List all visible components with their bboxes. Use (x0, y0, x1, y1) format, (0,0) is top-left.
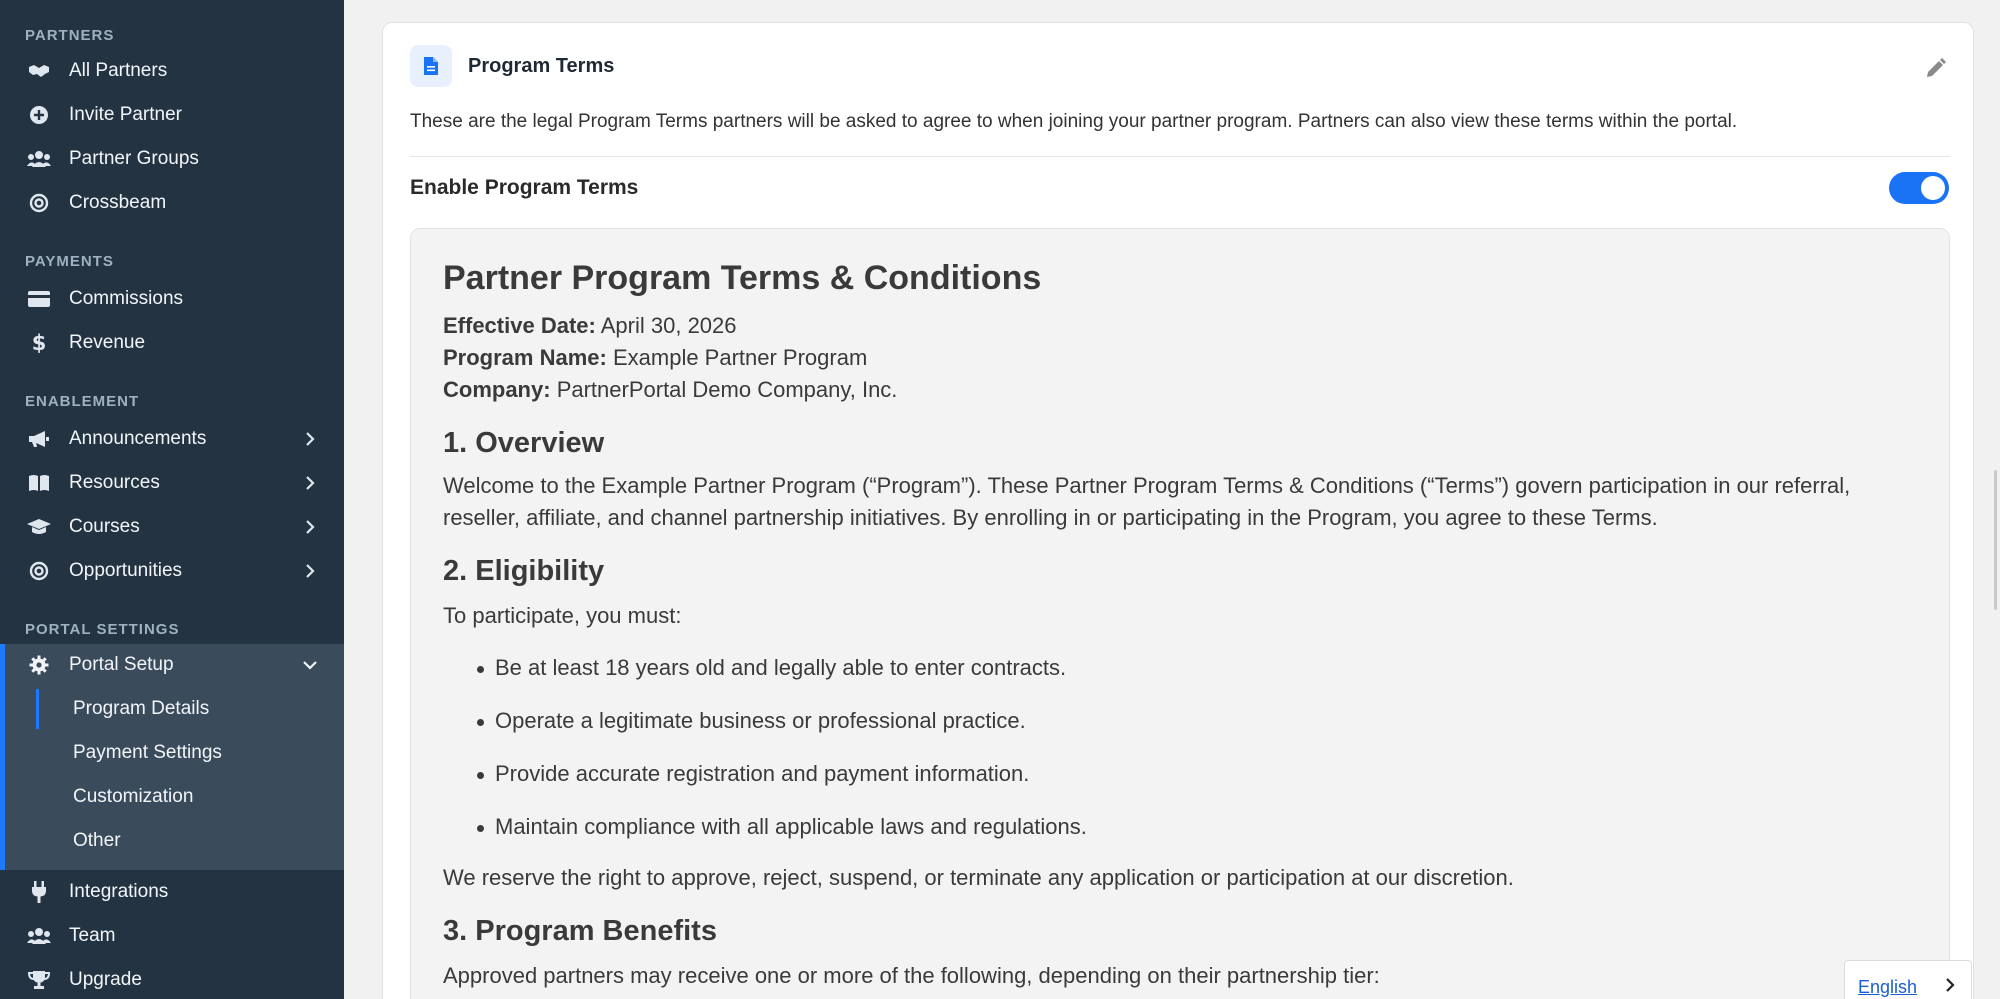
sidebar-item-label: Integrations (69, 881, 169, 902)
sidebar-item-invite-partner[interactable] (0, 93, 344, 137)
sidebar-item-courses[interactable] (0, 505, 344, 549)
active-indicator (36, 689, 39, 729)
section-heading: 3. Program Benefits (443, 915, 717, 947)
sidebar-subitem-label: Payment Settings (73, 742, 222, 763)
divider (410, 156, 1950, 157)
language-selector[interactable] (1844, 960, 1972, 999)
dollar-icon: $ (31, 331, 47, 355)
sidebar-subitem-other[interactable] (0, 819, 344, 863)
sidebar-item-label: Opportunities (69, 560, 183, 581)
sidebar-item-label: Commissions (69, 288, 184, 309)
sidebar-item-team[interactable] (0, 914, 344, 958)
section-title-partners: PARTNERS (25, 27, 115, 44)
handshake-icon (27, 59, 51, 83)
section-heading: 1. Overview (443, 427, 605, 459)
meta-value: PartnerPortal Demo Company, Inc. (556, 377, 898, 402)
meta-value: April 30, 2026 (600, 313, 737, 338)
chevron-down-icon (302, 657, 318, 673)
edit-button[interactable] (1923, 55, 1949, 81)
card-title: Program Terms (468, 55, 615, 77)
sidebar (0, 0, 344, 999)
sidebar-item-label: Courses (69, 516, 140, 537)
sidebar-item-label: Crossbeam (69, 192, 167, 213)
users-icon (27, 924, 51, 948)
trophy-icon (27, 968, 51, 992)
list-item: Be at least 18 years old and legally able to enter contracts. (495, 655, 1067, 680)
plug-icon (27, 880, 51, 904)
terms-effective-date (443, 313, 737, 339)
plus-circle-icon (27, 103, 51, 127)
sidebar-item-resources[interactable] (0, 461, 344, 505)
sidebar-item-label: Partner Groups (69, 148, 199, 169)
enable-program-terms-toggle[interactable] (1889, 172, 1949, 204)
meta-label: Program Name: (443, 345, 607, 370)
sidebar-subitem-label: Program Details (73, 698, 210, 719)
sidebar-item-crossbeam[interactable] (0, 181, 344, 225)
sidebar-item-announcements[interactable] (0, 417, 344, 461)
terms-title: Partner Program Terms & Conditions (443, 259, 1042, 297)
section-title-payments: PAYMENTS (25, 253, 114, 270)
chevron-right-icon (302, 519, 318, 535)
sidebar-item-integrations[interactable] (0, 870, 344, 914)
meta-value: Example Partner Program (612, 345, 868, 370)
scrollbar[interactable] (1994, 470, 1997, 610)
chevron-right-icon (302, 431, 318, 447)
sidebar-item-label: All Partners (69, 60, 168, 81)
terms-program-name (443, 345, 867, 371)
chevron-right-icon (302, 475, 318, 491)
terms-preview (410, 228, 1950, 999)
program-terms-card (382, 22, 1974, 999)
card-description: These are the legal Program Terms partners will be asked to agree to when joining your partner program. Partners can also view these terms within the portal. (410, 111, 1738, 132)
credit-card-icon (27, 287, 51, 311)
sidebar-item-upgrade[interactable] (0, 958, 344, 999)
section-heading: 2. Eligibility (443, 555, 605, 587)
section-paragraph: Approved partners may receive one or more of the following, depending on their partnership tier: (443, 963, 1380, 988)
megaphone-icon (27, 427, 51, 451)
sidebar-item-revenue[interactable] (0, 321, 344, 365)
target-icon (27, 191, 51, 215)
document-icon (410, 45, 452, 87)
sidebar-subitem-payment-settings[interactable] (0, 731, 344, 775)
graduation-cap-icon (27, 515, 51, 539)
sidebar-subitem-customization[interactable] (0, 775, 344, 819)
sidebar-item-label: Team (69, 925, 116, 946)
pencil-icon (1925, 57, 1947, 79)
sidebar-item-partner-groups[interactable] (0, 137, 344, 181)
sidebar-item-label: Invite Partner (69, 104, 182, 125)
section-title-enablement: ENABLEMENT (25, 393, 140, 410)
sidebar-subitem-label: Customization (73, 786, 194, 807)
section-paragraph: To participate, you must: (443, 603, 682, 628)
meta-label: Company: (443, 377, 551, 402)
sidebar-item-label: Resources (69, 472, 160, 493)
meta-label: Effective Date: (443, 313, 596, 338)
enable-program-terms-label: Enable Program Terms (410, 176, 639, 199)
sidebar-item-all-partners[interactable] (0, 49, 344, 93)
sidebar-item-commissions[interactable] (0, 277, 344, 321)
chevron-right-icon (1943, 978, 1957, 992)
terms-company (443, 377, 897, 403)
sidebar-item-opportunities[interactable] (0, 549, 344, 593)
section-paragraph: Welcome to the Example Partner Program (“Program”). These Partner Program Terms & Conditions (“Terms”) govern participation in our referral, reseller, affiliate, and channel partnership initiatives. By enrolling in or participating in the Program, you agree to these Terms. (443, 473, 1851, 530)
users-icon (27, 147, 51, 171)
sidebar-subitem-program-details[interactable] (0, 687, 344, 731)
section-title-portal-settings: PORTAL SETTINGS (25, 621, 180, 638)
list-item: Maintain compliance with all applicable laws and regulations. (495, 814, 1087, 839)
sidebar-item-label: Portal Setup (69, 654, 174, 675)
section-paragraph: We reserve the right to approve, reject, suspend, or terminate any application or participation at our discretion. (443, 865, 1514, 890)
toggle-knob (1921, 176, 1945, 200)
list-item: Operate a legitimate business or professional practice. (495, 708, 1026, 733)
book-icon (27, 471, 51, 495)
target-icon (27, 559, 51, 583)
sidebar-item-label: Revenue (69, 332, 146, 353)
sidebar-item-label: Announcements (69, 428, 207, 449)
sidebar-item-portal-setup[interactable] (0, 643, 344, 687)
sidebar-subitem-label: Other (73, 830, 121, 851)
chevron-right-icon (302, 563, 318, 579)
language-label: English (1858, 977, 1918, 997)
list-item: Provide accurate registration and payment information. (495, 761, 1030, 786)
gear-icon (27, 653, 51, 677)
sidebar-item-label: Upgrade (69, 969, 142, 990)
